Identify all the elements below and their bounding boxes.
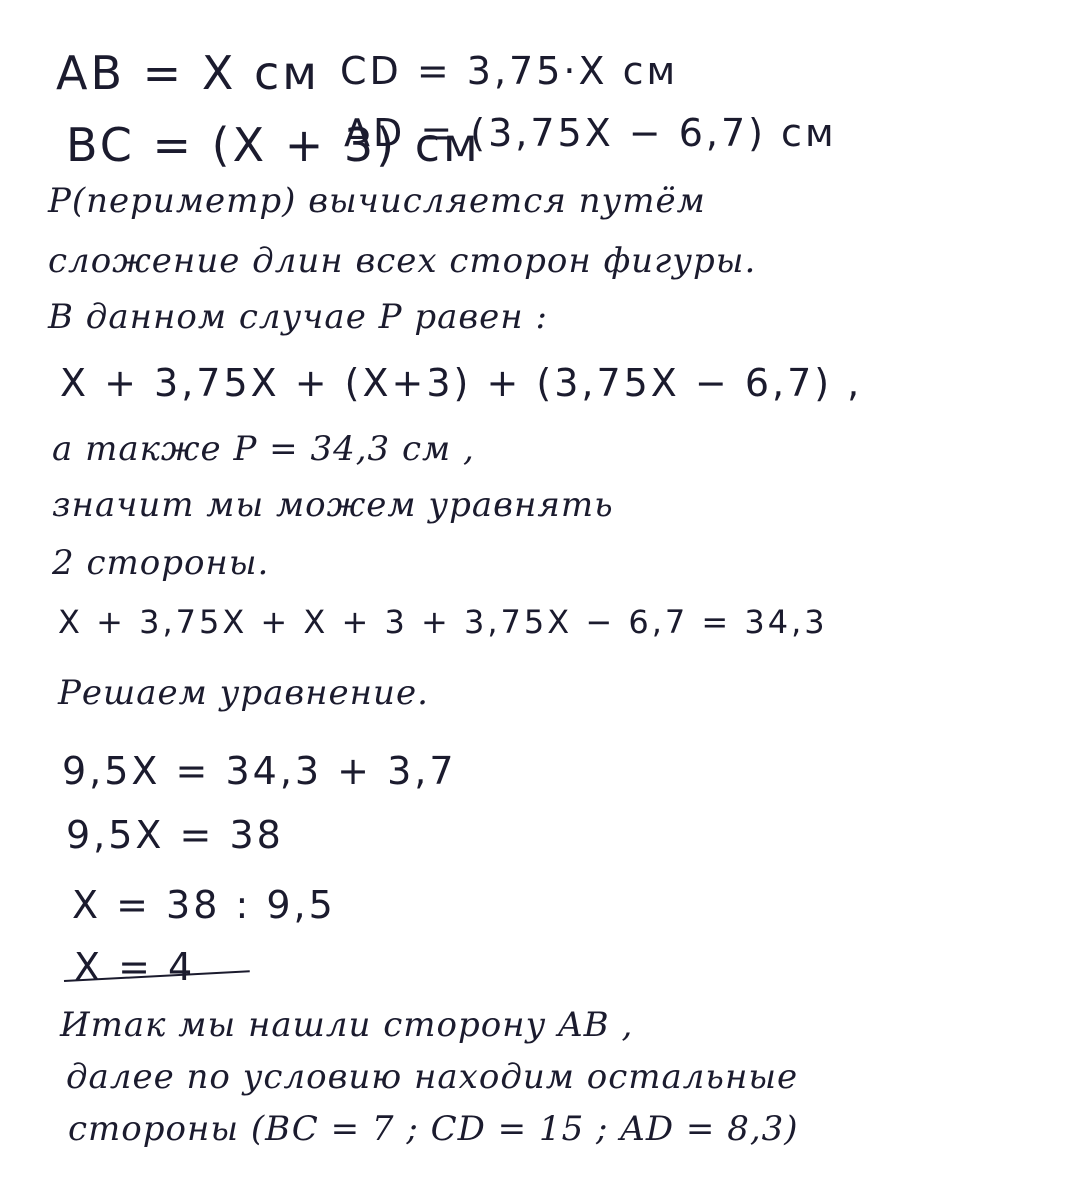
given-bc: BC = (X + 3) см xyxy=(66,118,481,172)
step-1: 9,5X = 34,3 + 3,7 xyxy=(62,749,457,793)
step-3: X = 38 : 9,5 xyxy=(72,883,336,927)
also-line-1: а также P = 34,3 см , xyxy=(52,429,475,469)
conclusion-line-1: Итак мы нашли сторону AB , xyxy=(60,1005,634,1045)
explanation-line-1: P(периметр) вычисляется путём xyxy=(48,181,706,221)
also-line-2: значит мы можем уравнять xyxy=(52,485,614,525)
given-ad: AD = (3,75X − 6,7) см xyxy=(344,111,837,155)
explanation-line-2: сложение длин всех сторон фигуры. xyxy=(48,241,757,281)
given-cd: CD = 3,75·X см xyxy=(340,49,679,93)
given-ab: AB = X см xyxy=(56,46,320,100)
perimeter-equation: X + 3,75X + X + 3 + 3,75X − 6,7 = 34,3 xyxy=(58,603,828,641)
conclusion-line-3: стороны (BC = 7 ; CD = 15 ; AD = 8,3) xyxy=(68,1109,799,1149)
conclusion-line-2: далее по условию находим остальные xyxy=(66,1057,799,1097)
solve-heading: Решаем уравнение. xyxy=(58,673,429,713)
explanation-line-3: В данном случае P равен : xyxy=(48,297,548,337)
step-2: 9,5X = 38 xyxy=(66,813,284,857)
step-4-result: X = 4 xyxy=(74,945,196,989)
also-line-3: 2 стороны. xyxy=(52,543,270,583)
perimeter-sum: X + 3,75X + (X+3) + (3,75X − 6,7) , xyxy=(60,361,863,405)
